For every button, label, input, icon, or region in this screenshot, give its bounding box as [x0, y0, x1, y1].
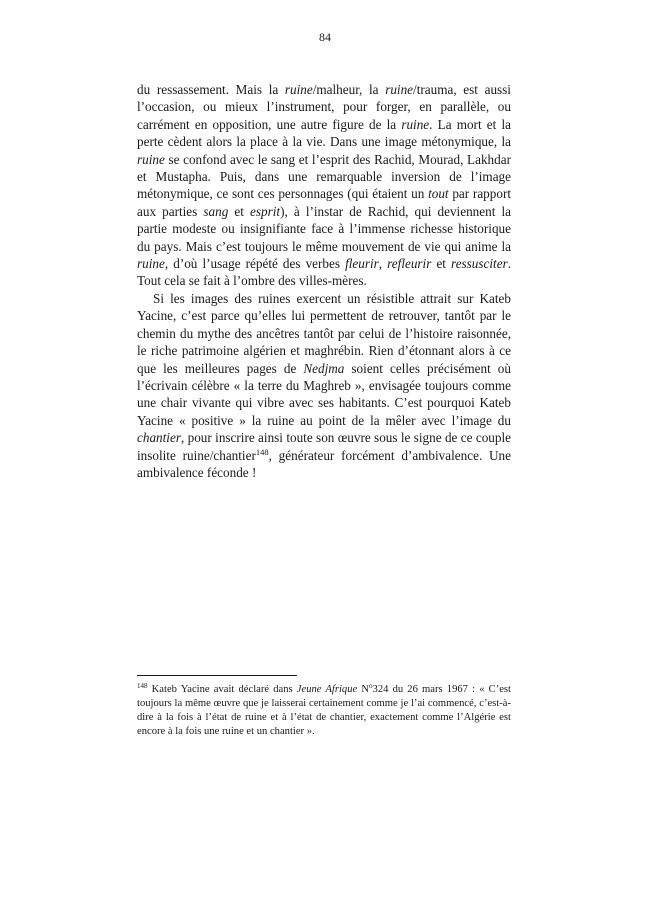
footnote-separator [137, 675, 297, 676]
paragraph [137, 290, 511, 481]
text-run: se confond avec le sang et l’esprit des Rachid, Mourad, Lakhdar et Mustapha. Puis, dans une remarquable inversion de l’image métonymique, ce sont ces personnages (qui étaient un [137, 151, 511, 202]
text-run: 324 du 26 mars 1967 : « C’est toujours la même œuvre que je laisserai certainement comme je l’ai commencé, c’est-à-dire à la fois à l’état de ruine et à l’état de chantier, exactement comme l’Algérie est encore à la fois une ruine et un chantier ». [137, 684, 512, 737]
italic-run: ruine [284, 82, 313, 97]
text-run: soient celles précisément où l’écrivain célèbre « la terre du Maghreb », envisagée toujours comme une chair vivante qui vibre avec ses habitants. C’est pourquoi Kateb Yacine « positive » la ruine au point de la mêler avec l’image du [137, 360, 511, 428]
italic-run: Jeune Afrique [296, 684, 358, 695]
text-run: et [228, 203, 251, 219]
text-run: , générateur forcément d’ambivalence. Une ambivalence féconde ! [137, 447, 511, 480]
footnote-text [137, 684, 511, 737]
italic-run: fleurir [345, 256, 379, 272]
body-text [137, 81, 511, 481]
text-run: . Tout cela se fait à l’ombre des villes-mères. [137, 256, 511, 289]
italic-run: Nedjma [303, 360, 345, 376]
footnote-number: 148 [137, 682, 148, 690]
text-run: ), à l’instar de Rachid, qui deviennent la partie modeste ou insignifiante face à l’immense richesse historique du pays. Mais c’est toujours le même mouvement de vie qui anime la [137, 203, 511, 254]
text-run: , [378, 256, 388, 272]
text-run: et [431, 256, 452, 272]
text-run: N [357, 684, 370, 695]
text-run: /malheur, la [312, 82, 386, 97]
italic-run: ruine [401, 116, 430, 132]
page-number: 84 [319, 30, 331, 44]
footnote [137, 683, 511, 739]
text-run: Si les images des ruines exercent un résistible attrait sur Kateb Yacine, c’est parce qu’elles lui permettent de retrouver, tantôt par le chemin du mythe des ancêtres tantôt par celui de l’histoire raisonnée, le riche patrimoine algérien et maghrébin. Rien d’étonnant alors à ce que les meilleures pages de [137, 290, 511, 376]
superscript: o [369, 682, 373, 690]
text-run: , d’où l’usage répété des verbes [164, 256, 346, 272]
italic-run: ruine [385, 82, 414, 97]
italic-run: ruine [137, 256, 165, 272]
text-run: , pour inscrire ainsi toute son œuvre sous le signe de ce couple insolite ruine/chantier [137, 430, 511, 463]
text-run: du ressassement. Mais la [137, 82, 285, 97]
italic-run: ruine [137, 151, 165, 167]
italic-run: sang [203, 203, 229, 219]
footnote-reference: 148 [255, 446, 269, 457]
paragraph [137, 81, 511, 290]
text-run: . La mort et la perte cèdent alors la place à la vie. Dans une image métonymique, la [137, 116, 511, 150]
italic-run: chantier [137, 430, 181, 446]
text-run: Kateb Yacine avait déclaré dans [147, 684, 297, 695]
text-run: /trauma, est aussi l’occasion, ou mieux l’instrument, pour forger, en parallèle, ou carrément en opposition, une autre figure de la [137, 82, 511, 132]
italic-run: refleurir [387, 256, 432, 272]
text-run: par rapport aux parties [137, 186, 512, 219]
italic-run: ressusciter [451, 256, 508, 272]
italic-run: tout [428, 186, 449, 202]
italic-run: esprit [250, 203, 281, 219]
